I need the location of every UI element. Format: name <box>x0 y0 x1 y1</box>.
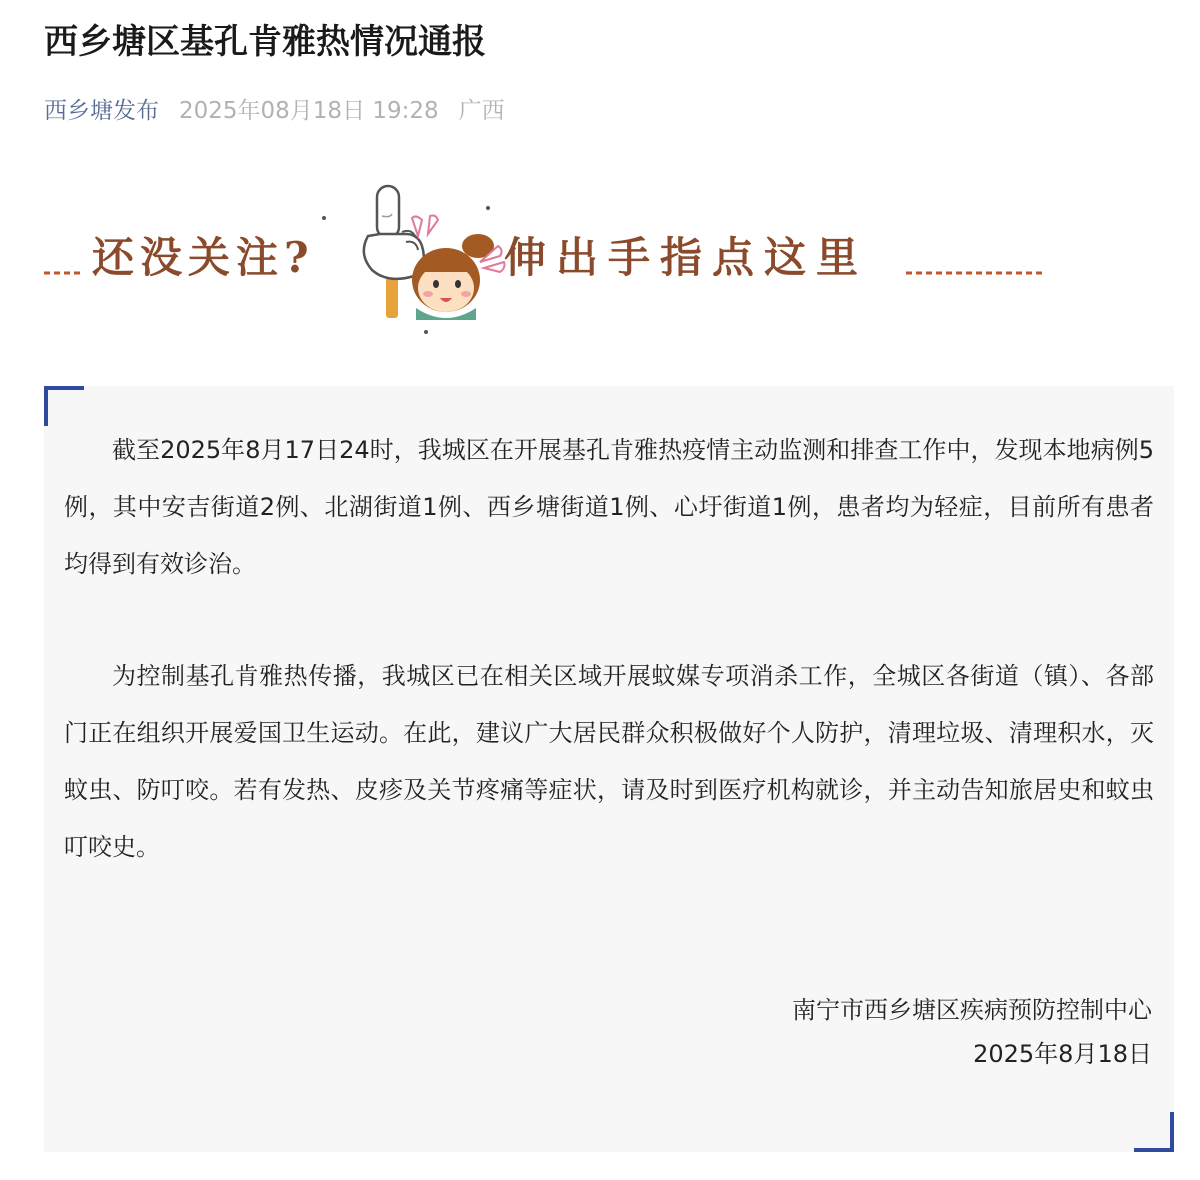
banner-right-text: 伸出手指点这里 <box>504 233 869 282</box>
notice-content-box <box>44 386 1174 1152</box>
pointing-hand-icon <box>364 186 424 318</box>
notice-paragraph-1: 截至2025年8月17日24时，我城区在开展基孔肯雅热疫情主动监测和排查工作中，发现本地病例5例，其中安吉街道2例、北湖街道1例、西乡塘街道1例、心圩街道1例，患者均为轻症，目前所有患者均得到有效诊治。 <box>64 436 1154 578</box>
corner-bracket-top-left <box>44 386 84 426</box>
cartoon-girl-icon <box>412 216 505 321</box>
author-link[interactable]: 西乡塘发布 <box>44 97 159 124</box>
publish-date: 2025年08月18日 19:28 <box>179 97 439 124</box>
decor-dot <box>424 330 428 334</box>
decor-dot <box>486 206 490 210</box>
article-title: 西乡塘区基孔肯雅热情况通报 <box>44 22 486 62</box>
publish-location: 广西 <box>458 97 505 124</box>
signature-date: 2025年8月18日 <box>973 1040 1152 1068</box>
decor-dot <box>322 216 326 220</box>
corner-bracket-bottom-right <box>1134 1112 1174 1152</box>
signature-org: 南宁市西乡塘区疾病预防控制中心 <box>792 996 1152 1024</box>
article-meta <box>44 90 505 126</box>
follow-banner[interactable] <box>44 180 1054 340</box>
banner-left-text: 还没关注? <box>92 233 315 282</box>
notice-paragraph-2: 为控制基孔肯雅热传播，我城区已在相关区域开展蚊媒专项消杀工作，全城区各街道（镇）、各部门正在组织开展爱国卫生运动。在此，建议广大居民群众积极做好个人防护，清理垃圾、清理积水，灭蚊虫、防叮咬。若有发热、皮疹及关节疼痛等症状，请及时到医疗机构就诊，并主动告知旅居史和蚊虫叮咬史。 <box>64 662 1154 861</box>
